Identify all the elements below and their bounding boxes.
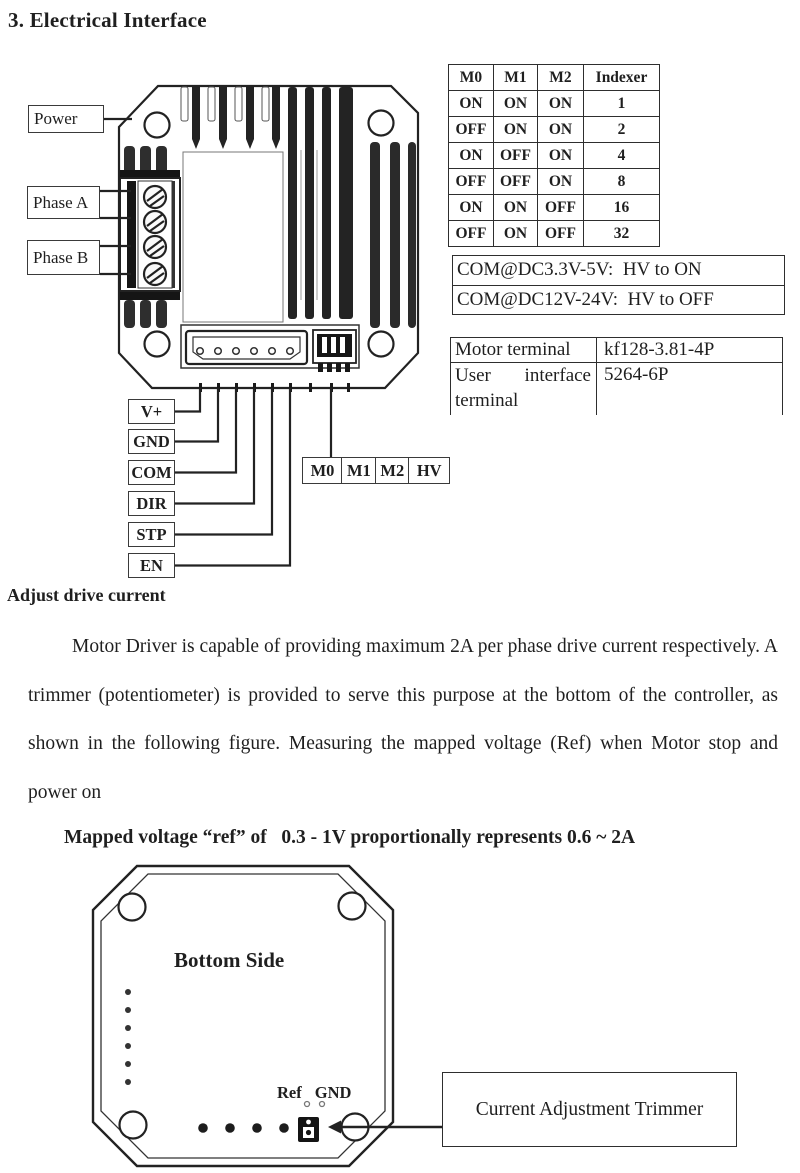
indexer-cell: OFF: [538, 221, 584, 247]
table-row: [449, 117, 660, 143]
bottom-side-label: Bottom Side: [174, 948, 285, 972]
indexer-cell: ON: [494, 195, 538, 221]
indexer-cell: OFF: [538, 195, 584, 221]
indexer-cell: ON: [538, 117, 584, 143]
indexer-cell: 2: [584, 117, 660, 143]
com-voltage-row: COM@DC3.3V-5V: HV to ON: [457, 259, 702, 280]
page-title: 3. Electrical Interface: [8, 8, 207, 32]
section-heading: Adjust drive current: [7, 585, 166, 605]
screw-icon: [144, 211, 166, 233]
indexer-cell: ON: [494, 91, 538, 117]
com-voltage-box: [452, 255, 785, 315]
phase-a-label-box: [27, 186, 100, 219]
pin-label-dir: DIR: [128, 491, 175, 516]
indexer-cell: ON: [494, 221, 538, 247]
mode-label-m2: M2: [375, 457, 410, 484]
phase-b-label-box: [27, 240, 100, 275]
mode-label-hv: HV: [408, 457, 450, 484]
com-voltage-row: COM@DC12V-24V: HV to OFF: [453, 285, 784, 314]
pin-label-vplus: V+: [128, 399, 175, 424]
motor-driver-top-figure: [0, 0, 470, 600]
pin-label-stp: STP: [128, 522, 175, 547]
screw-icon: [144, 263, 166, 285]
terminal-value: kf128-3.81-4P: [604, 339, 715, 360]
table-row: [451, 338, 782, 363]
table-row: [449, 195, 660, 221]
terminal-value: 5264-6P: [604, 364, 669, 385]
indexer-cell: 32: [584, 221, 660, 247]
terminal-name: User interface terminal: [451, 363, 597, 415]
terminal-type-table: [450, 337, 783, 415]
indexer-header: Indexer: [584, 65, 660, 91]
phase-a-label: Phase A: [33, 192, 89, 212]
table-row: [449, 91, 660, 117]
pin-label-gnd: GND: [128, 429, 175, 454]
indexer-cell: ON: [449, 195, 494, 221]
indexer-cell: 16: [584, 195, 660, 221]
trimmer-icon: [298, 1117, 319, 1142]
indexer-cell: ON: [538, 169, 584, 195]
indexer-cell: OFF: [449, 221, 494, 247]
table-row: [451, 363, 782, 415]
indexer-cell: ON: [538, 143, 584, 169]
gnd-label: GND: [314, 1083, 352, 1102]
indexer-header: M2: [538, 65, 584, 91]
indexer-header: M0: [449, 65, 494, 91]
power-label: Power: [34, 109, 78, 128]
indexer-cell: 1: [584, 91, 660, 117]
indexer-cell: OFF: [449, 169, 494, 195]
pin-label-en: EN: [128, 553, 175, 578]
indexer-cell: ON: [449, 143, 494, 169]
pin-label-com: COM: [128, 460, 175, 485]
phase-b-label: Phase B: [33, 247, 89, 267]
screw-icon: [144, 236, 166, 258]
indexer-cell: OFF: [449, 117, 494, 143]
ref-label: Ref: [277, 1083, 302, 1102]
indexer-cell: ON: [494, 117, 538, 143]
mode-label-m1: M1: [341, 457, 376, 484]
terminal-name: Motor terminal: [451, 338, 597, 362]
mode-label-m0: M0: [302, 457, 343, 484]
indexer-cell: ON: [538, 91, 584, 117]
indexer-table: [448, 64, 660, 247]
power-label-box: [28, 105, 104, 133]
ref-gnd-labels: [277, 1083, 351, 1103]
mode-pin-row: [302, 457, 450, 484]
indexer-cell: 8: [584, 169, 660, 195]
mapped-voltage-line: Mapped voltage “ref” of 0.3 - 1V proportionally represents 0.6 ~ 2A: [64, 827, 636, 848]
indexer-cell: OFF: [494, 169, 538, 195]
pcb-area: [183, 152, 283, 322]
table-row: [449, 65, 660, 91]
table-row: [449, 221, 660, 247]
indexer-cell: OFF: [494, 143, 538, 169]
table-row: [449, 169, 660, 195]
screw-icon: [144, 186, 166, 208]
current-adjustment-trimmer-callout: [442, 1072, 737, 1147]
indexer-cell: 4: [584, 143, 660, 169]
body-paragraph: Motor Driver is capable of providing maximum 2A per phase drive current respectively. A trimmer (potentiometer) is provided to serve this purpose at the bottom of the controller, as shown in the following figure. Measuring the mapped voltage (Ref) when Motor stop and power on: [28, 636, 778, 803]
indexer-header: M1: [494, 65, 538, 91]
table-row: [449, 143, 660, 169]
callout-label: Current Adjustment Trimmer: [475, 1098, 704, 1120]
indexer-cell: ON: [449, 91, 494, 117]
